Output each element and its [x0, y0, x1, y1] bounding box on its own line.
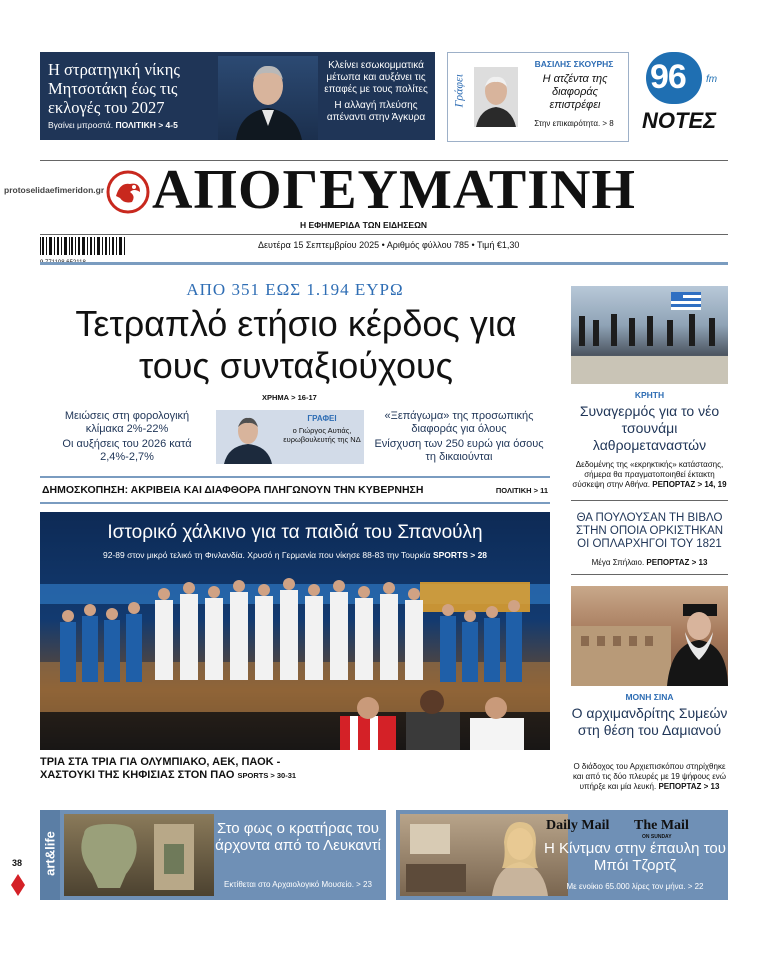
sina-headline: Ο αρχιμανδρίτης Συμεών στη θέση του Δαμιανού [571, 705, 728, 738]
crete-rule [571, 500, 728, 501]
the-mail-logo-sub: ON SUNDAY [642, 834, 672, 840]
radio-number: 96 [650, 58, 686, 96]
sina-kicker: ΜΟΝΗ ΣΙΝΑ [625, 692, 674, 702]
radio-logo[interactable] [640, 52, 728, 140]
page-number: 38 [12, 858, 23, 868]
main-right-bullet: Ενίσχυση των 250 ευρώ για όσους τη δικαιούνται [374, 438, 544, 463]
main-right-bullet: «Ξεπάγωμα» της προσωπικής διαφοράς για όλους [384, 410, 534, 435]
top-banner-headline: Η στρατηγική νίκης Μητσοτάκη έως τις εκλογές του 2027 [48, 60, 180, 117]
dragon-logo-icon [106, 170, 150, 214]
radio-name: ΝΟΤΕΣ [642, 108, 717, 133]
poll-bar[interactable] [40, 476, 550, 504]
book-headline: ΘΑ ΠΟΥΛΟΥΣΑΝ ΤΗ ΒΙΒΛΟ ΣΤΗΝ ΟΠΟΙΑ ΟΡΚΙΣΤΗΚΑΝ ΟΙ ΟΠΛΑΡΧΗΓΟΙ ΤΟΥ 1821 [575, 512, 724, 550]
sports-headline: Ιστορικό χάλκινο για τα παιδιά του Σπανούλη [107, 522, 483, 543]
column-title: Η ατζέντα της διαφοράς επιστρέφει [542, 73, 608, 111]
column-ref: Στην επικαιρότητα. > 8 [534, 119, 614, 128]
main-headline: Τετραπλό ετήσιο κέρδος για τους συνταξιούχους [75, 303, 517, 386]
radio-fm: fm [706, 74, 718, 85]
sports-sub: 92-89 στον μικρό τελικό τη Φινλανδία. Χρυσό η Γερμανία που νίκησε 88-83 την Τουρκία [102, 550, 431, 560]
top-banner-bullet: Κλείνει εσωκομματικά μέτωπα και αυξάνει τις επαφές με τους πολίτες [324, 60, 428, 95]
crete-ref: ΡΕΠΟΡΤΑΖ > 14, 19 [652, 480, 727, 489]
top-banner-bullets [322, 60, 430, 124]
main-ref: ΧΡΗΜΑ > 16-17 [262, 393, 317, 402]
masthead-title: ΑΠΟΓΕΥΜΑΤΙΝΗ [152, 159, 636, 221]
bottom-right-sub: Με ενοίκιο 65.000 λίρες τον μήνα. > 22 [566, 882, 704, 891]
barcode [40, 237, 130, 261]
column-vertical-label: Γράφει [451, 73, 466, 108]
crete-body [571, 460, 728, 490]
watermark: protoselidaefimeridon.gr [4, 185, 105, 195]
bottom-left-headline: Στο φως ο κρατήρας του άρχοντα από το Λευκαντί [215, 820, 381, 854]
crete-body-text: Δεδομένης της «εκρηκτικής» κατάστασης, σήμερα θα πραγματοποιηθεί έκτακτη σύσκεψη στην Αθήνα. [572, 460, 724, 489]
top-banner-kicker: Βγαίνει μπροστά. [48, 120, 114, 130]
sina-body [571, 762, 728, 792]
book-body [571, 558, 728, 567]
writer-name: ο Γιώργος Αυτιάς, ευρωβουλευτής της ΝΔ [283, 426, 361, 444]
top-banner-bullet: Η αλλαγή πλεύσης απέναντι στην Άγκυρα [326, 100, 426, 123]
avtias-photo [220, 414, 276, 464]
sina-ref: ΡΕΠΟΡΤΑΖ > 13 [658, 782, 720, 791]
team-photo-illustration [40, 512, 550, 750]
main-left-bullets [48, 410, 206, 464]
top-banner-kicker-line [48, 120, 178, 130]
sports-bottom-text: ΤΡΙΑ ΣΤΑ ΤΡΙΑ ΓΙΑ ΟΛΥΜΠΙΑΚΟ, ΑΕΚ, ΠΑΟΚ - ΧΑΣΤΟΥΚΙ ΤΗΣ ΚΗΦΙΣΙΑΣ ΣΤΟΝ ΠΑΟ [40, 756, 281, 781]
top-banner[interactable] [40, 52, 435, 140]
masthead-mid-rule [40, 234, 728, 235]
bottom-left-sub: Εκτίθεται στο Αρχαιολογικό Μουσείο. > 23 [224, 880, 372, 889]
crete-kicker: ΚΡΗΤΗ [634, 390, 665, 400]
diamond-icon [11, 874, 25, 896]
crete-photo[interactable] [571, 286, 728, 384]
krater-photo [64, 814, 214, 896]
bottom-right-headline: Η Κίντμαν στην έπαυλη του Μπόι Τζορτζ [544, 840, 726, 874]
writer-box[interactable] [216, 410, 364, 464]
sina-photo[interactable] [571, 586, 728, 686]
poll-text: ΔΗΜΟΣΚΟΠΗΣΗ: ΑΚΡΙΒΕΙΑ ΚΑΙ ΔΙΑΦΘΟΡΑ ΠΛΗΓΩΝΟΥΝ ΤΗΝ ΚΥΒΕΡΝΗΣΗ [42, 484, 424, 496]
book-rule [571, 574, 728, 575]
crete-headline: Συναγερμός για το νέο τσουνάμι λαθρομεταναστών [579, 403, 720, 453]
sports-bottom-ref: SPORTS > 30-31 [237, 771, 297, 780]
daily-mail-logo: Daily Mail [546, 818, 610, 833]
main-right-bullets [370, 410, 548, 464]
skouris-photo [474, 67, 518, 127]
sports-photo[interactable] [40, 512, 550, 750]
column-box[interactable] [447, 52, 629, 142]
the-mail-logo: The Mail [634, 818, 689, 833]
mitsotakis-photo [218, 56, 318, 140]
main-overline: ΑΠΟ 351 ΕΩΣ 1.194 ΕΥΡΩ [186, 280, 404, 299]
column-author: ΒΑΣΙΛΗΣ ΣΚΟΥΡΗΣ [534, 59, 614, 69]
art-life-label [40, 810, 60, 900]
sina-body-text: Ο διάδοχος του Αρχιεπισκόπου στηρίχθηκε και από τις δύο πλευρές με 19 ψήφους ενώ υπήρξε και μία λευκή. [572, 762, 727, 791]
masthead-dateline: Δευτέρα 15 Σεπτεμβρίου 2025 • Αριθμός φύλλου 785 • Τιμή €1,30 [258, 240, 520, 250]
main-left-bullet: Οι αυξήσεις του 2026 κατά 2,4%-2,7% [62, 438, 192, 463]
main-left-bullet: Μειώσεις στη φορολογική κλίμακα 2%-22% [64, 410, 190, 435]
bottom-left-box[interactable] [40, 810, 386, 900]
writer-label: ΓΡΑΦΕΙ [307, 414, 337, 423]
masthead-blue-rule [40, 262, 728, 265]
masthead-subtitle: Η ΕΦΗΜΕΡΙΔΑ ΤΩΝ ΕΙΔΗΣΕΩΝ [300, 220, 428, 230]
sports-subline [40, 550, 550, 560]
book-ref: ΡΕΠΟΡΤΑΖ > 13 [646, 558, 708, 567]
top-banner-ref: ΠΟΛΙΤΙΚΗ > 4-5 [115, 120, 178, 130]
book-body-text: Μέγα Σπήλαιο. [591, 558, 645, 567]
sports-sub-ref: SPORTS > 28 [432, 550, 488, 560]
poll-ref: ΠΟΛΙΤΙΚΗ > 11 [495, 486, 548, 495]
art-life-text: art&life [42, 831, 58, 876]
bottom-right-box[interactable] [396, 810, 728, 900]
sports-bottom[interactable] [40, 756, 302, 782]
